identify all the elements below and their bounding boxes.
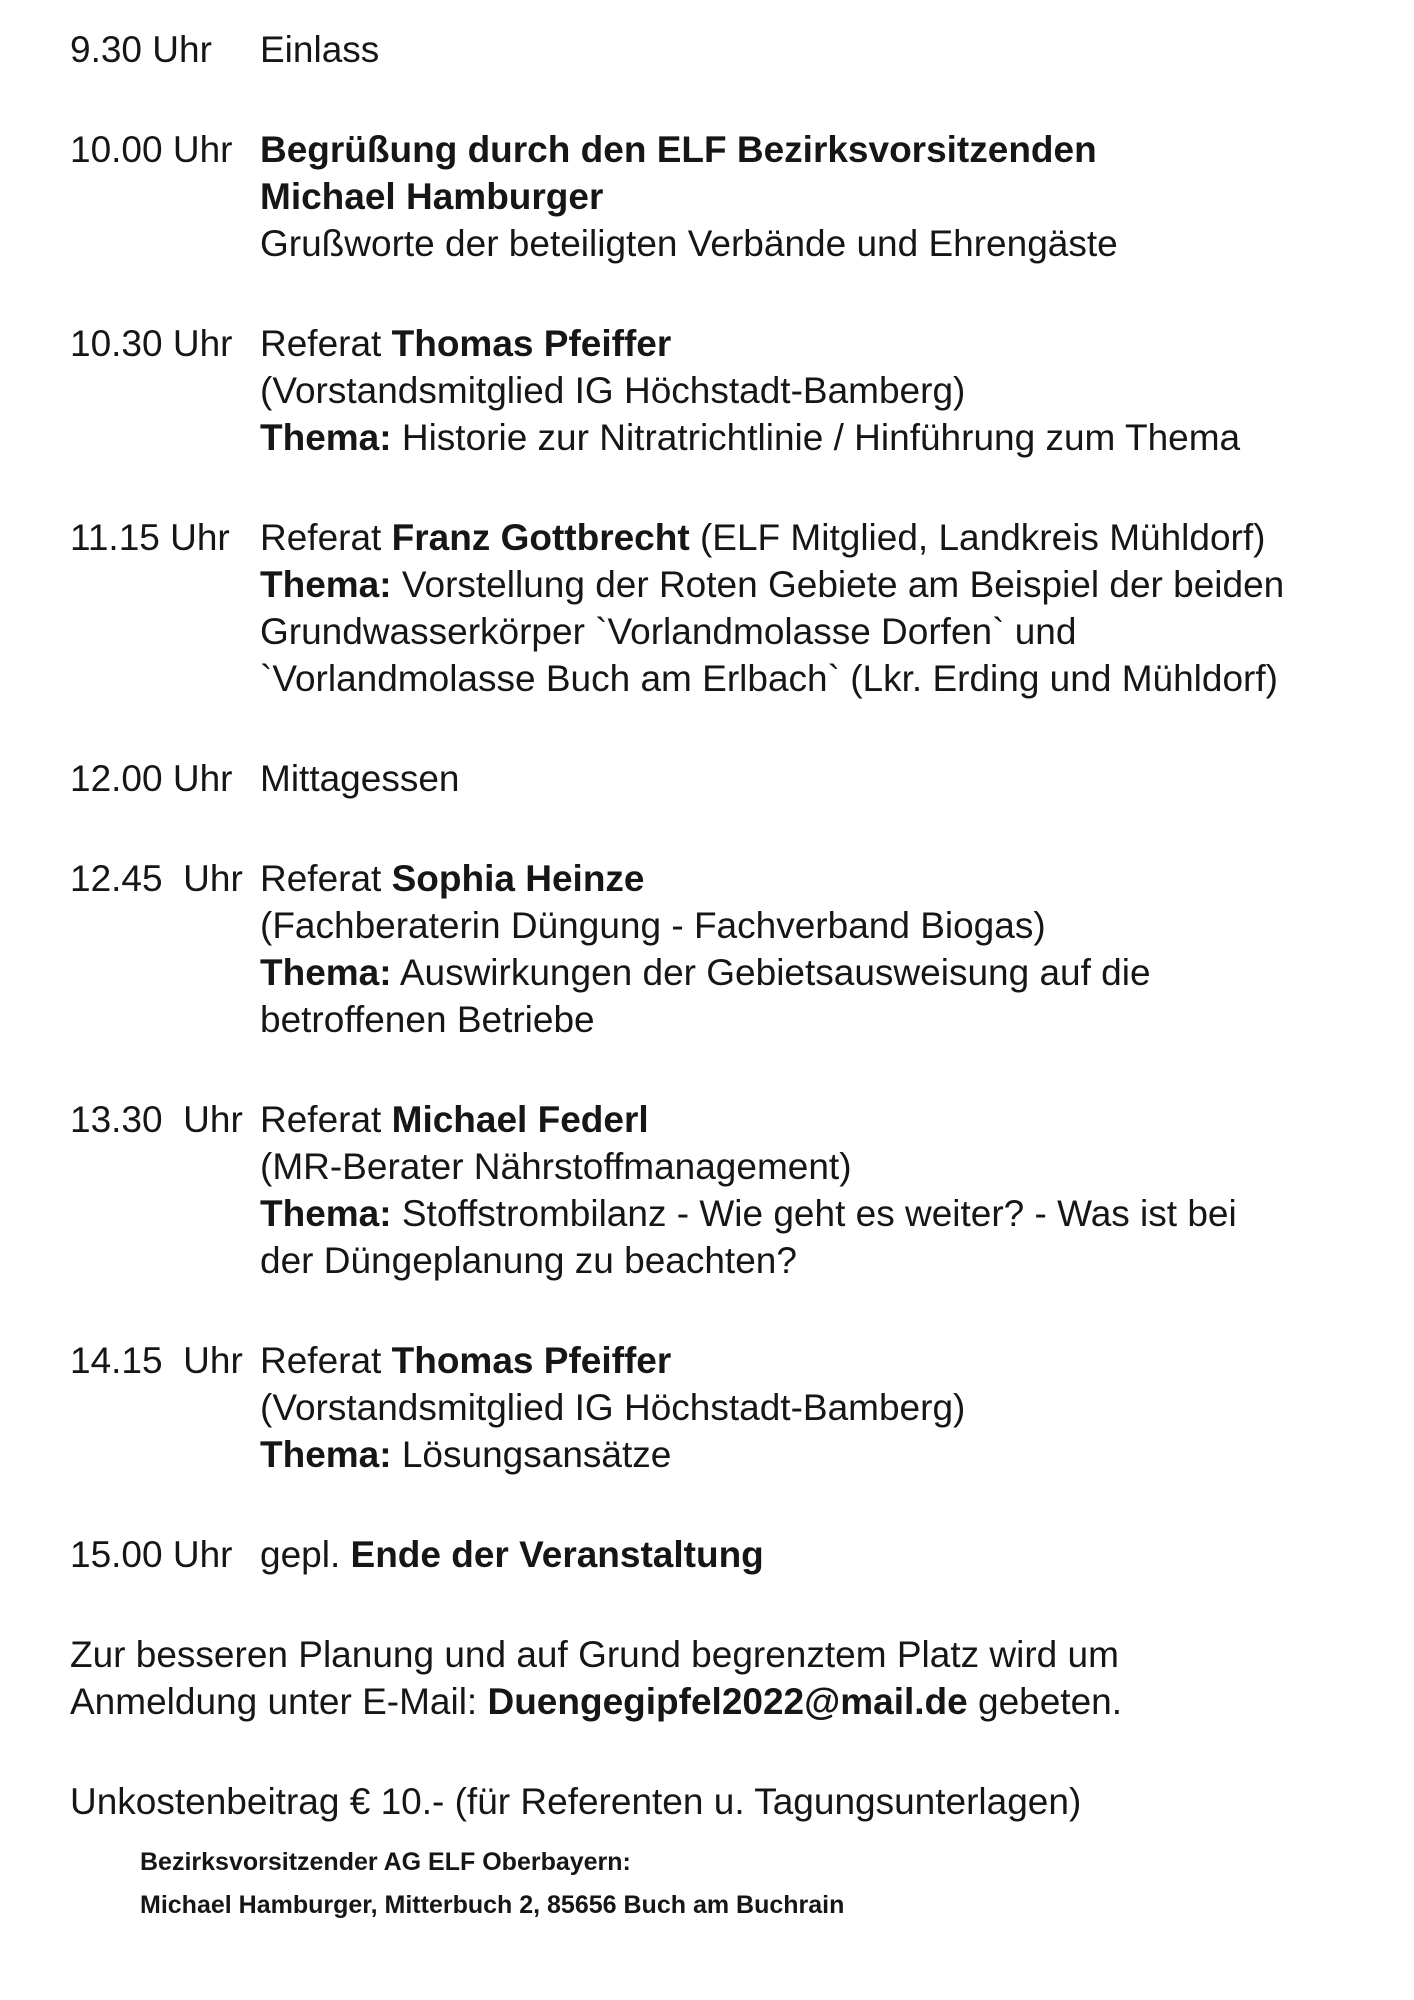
entry-line: [260, 949, 1384, 996]
bold-text-segment: Ende der Veranstaltung: [350, 1534, 764, 1575]
entry-time: 12.45 Uhr: [70, 858, 243, 899]
entry-line: [260, 755, 1384, 802]
entry-content: [260, 755, 1384, 802]
bold-text-segment: Thema:: [260, 417, 392, 458]
notes-section: [70, 1631, 1384, 1825]
text-segment: Referat: [260, 323, 392, 364]
text-segment: Referat: [260, 517, 392, 558]
entry-line: [260, 855, 1384, 902]
entry-content: [260, 1337, 1384, 1478]
footer-contact: [140, 1841, 1384, 1927]
text-segment: Referat: [260, 1340, 392, 1381]
entry-line: [260, 1384, 1384, 1431]
entry-time: 9.30 Uhr: [70, 29, 212, 70]
entry-line: [260, 996, 1384, 1043]
entry-content: [260, 855, 1384, 1043]
entry-content: [260, 26, 1384, 73]
schedule-entry: [70, 320, 1384, 461]
entry-time: 10.00 Uhr: [70, 129, 233, 170]
entry-line: [260, 26, 1384, 73]
schedule-entry: [70, 514, 1384, 702]
entry-line: [260, 514, 1384, 561]
text-segment: Einlass: [260, 29, 380, 70]
schedule-entry: [70, 1337, 1384, 1478]
entry-line: [260, 1143, 1384, 1190]
entry-time: 11.15 Uhr: [70, 517, 230, 558]
text-segment: Stoffstrombilanz - Wie geht es weiter? - Was ist bei: [391, 1193, 1237, 1234]
bold-text-segment: Duengegipfel2022@mail.de: [487, 1681, 968, 1722]
entry-line: [260, 1096, 1384, 1143]
entry-line: [260, 173, 1384, 220]
text-segment: (Vorstandsmitglied IG Höchstadt-Bamberg): [260, 1387, 966, 1428]
text-segment: Auswirkungen der Gebietsausweisung auf die: [391, 952, 1151, 993]
text-segment: (ELF Mitglied, Landkreis Mühldorf): [689, 517, 1266, 558]
text-segment: betroffenen Betriebe: [260, 999, 595, 1040]
text-segment: (Vorstandsmitglied IG Höchstadt-Bamberg): [260, 370, 966, 411]
schedule-entry: [70, 26, 1384, 73]
note-paragraph: [70, 1631, 1384, 1725]
bold-text-segment: Thema:: [260, 564, 392, 605]
entry-line: [260, 367, 1384, 414]
entry-time: 14.15 Uhr: [70, 1340, 243, 1381]
entry-time: 10.30 Uhr: [70, 323, 233, 364]
schedule-entry: [70, 1531, 1384, 1578]
text-segment: Anmeldung unter E-Mail:: [70, 1681, 488, 1722]
text-segment: (Fachberaterin Düngung - Fachverband Biogas): [260, 905, 1046, 946]
text-segment: Vorstellung der Roten Gebiete am Beispiel der beiden: [391, 564, 1285, 605]
bold-text-segment: Sophia Heinze: [391, 858, 645, 899]
entry-line: [260, 1531, 1384, 1578]
entry-line: [260, 561, 1384, 608]
note-line: [70, 1631, 1384, 1678]
schedule-entry: [70, 1096, 1384, 1284]
entry-content: [260, 1096, 1384, 1284]
text-segment: der Düngeplanung zu beachten?: [260, 1240, 797, 1281]
entry-line: [260, 220, 1384, 267]
entry-line: [260, 320, 1384, 367]
text-segment: Historie zur Nitratrichtlinie / Hinführung zum Thema: [391, 417, 1241, 458]
footer-line: Michael Hamburger, Mitterbuch 2, 85656 Buch am Buchrain: [140, 1891, 845, 1919]
entry-content: [260, 126, 1384, 267]
note-paragraph: [70, 1778, 1384, 1825]
bold-text-segment: Thema:: [260, 952, 392, 993]
entry-line: [260, 608, 1384, 655]
note-line: [70, 1778, 1384, 1825]
footer-line: Bezirksvorsitzender AG ELF Oberbayern:: [140, 1848, 631, 1876]
text-segment: Grundwasserkörper `Vorlandmolasse Dorfen` und: [260, 611, 1077, 652]
text-segment: Grußworte der beteiligten Verbände und Ehrengäste: [260, 223, 1118, 264]
entry-line: [260, 414, 1384, 461]
text-segment: Referat: [260, 858, 392, 899]
entry-time: 13.30 Uhr: [70, 1099, 243, 1140]
bold-text-segment: Michael Hamburger: [260, 176, 604, 217]
text-segment: Unkostenbeitrag € 10.- (für Referenten u. Tagungsunterlagen): [70, 1781, 1082, 1822]
bold-text-segment: Thomas Pfeiffer: [391, 1340, 672, 1381]
bold-text-segment: Begrüßung durch den ELF Bezirksvorsitzenden: [260, 129, 1097, 170]
entry-line: [260, 1431, 1384, 1478]
text-segment: gepl.: [260, 1534, 351, 1575]
text-segment: Zur besseren Planung und auf Grund begrenztem Platz wird um: [70, 1634, 1119, 1675]
entry-time: 12.00 Uhr: [70, 758, 233, 799]
bold-text-segment: Franz Gottbrecht: [391, 517, 690, 558]
entry-line: [260, 126, 1384, 173]
text-segment: gebeten.: [967, 1681, 1123, 1722]
entry-content: [260, 1531, 1384, 1578]
note-line: [70, 1678, 1384, 1725]
entry-time: 15.00 Uhr: [70, 1534, 233, 1575]
entry-line: [260, 902, 1384, 949]
text-segment: (MR-Berater Nährstoffmanagement): [260, 1146, 852, 1187]
schedule-entry: [70, 126, 1384, 267]
schedule-entry: [70, 855, 1384, 1043]
text-segment: Lösungsansätze: [391, 1434, 672, 1475]
entry-line: [260, 1337, 1384, 1384]
text-segment: `Vorlandmolasse Buch am Erlbach` (Lkr. Erding und Mühldorf): [260, 658, 1278, 699]
bold-text-segment: Thema:: [260, 1193, 392, 1234]
entry-line: [260, 1237, 1384, 1284]
bold-text-segment: Thomas Pfeiffer: [391, 323, 672, 364]
bold-text-segment: Michael Federl: [391, 1099, 649, 1140]
entry-line: [260, 655, 1384, 702]
schedule-list: [70, 26, 1384, 1578]
entry-line: [260, 1190, 1384, 1237]
bold-text-segment: Thema:: [260, 1434, 392, 1475]
entry-content: [260, 514, 1384, 702]
text-segment: Mittagessen: [260, 758, 460, 799]
schedule-entry: [70, 755, 1384, 802]
entry-content: [260, 320, 1384, 461]
text-segment: Referat: [260, 1099, 392, 1140]
